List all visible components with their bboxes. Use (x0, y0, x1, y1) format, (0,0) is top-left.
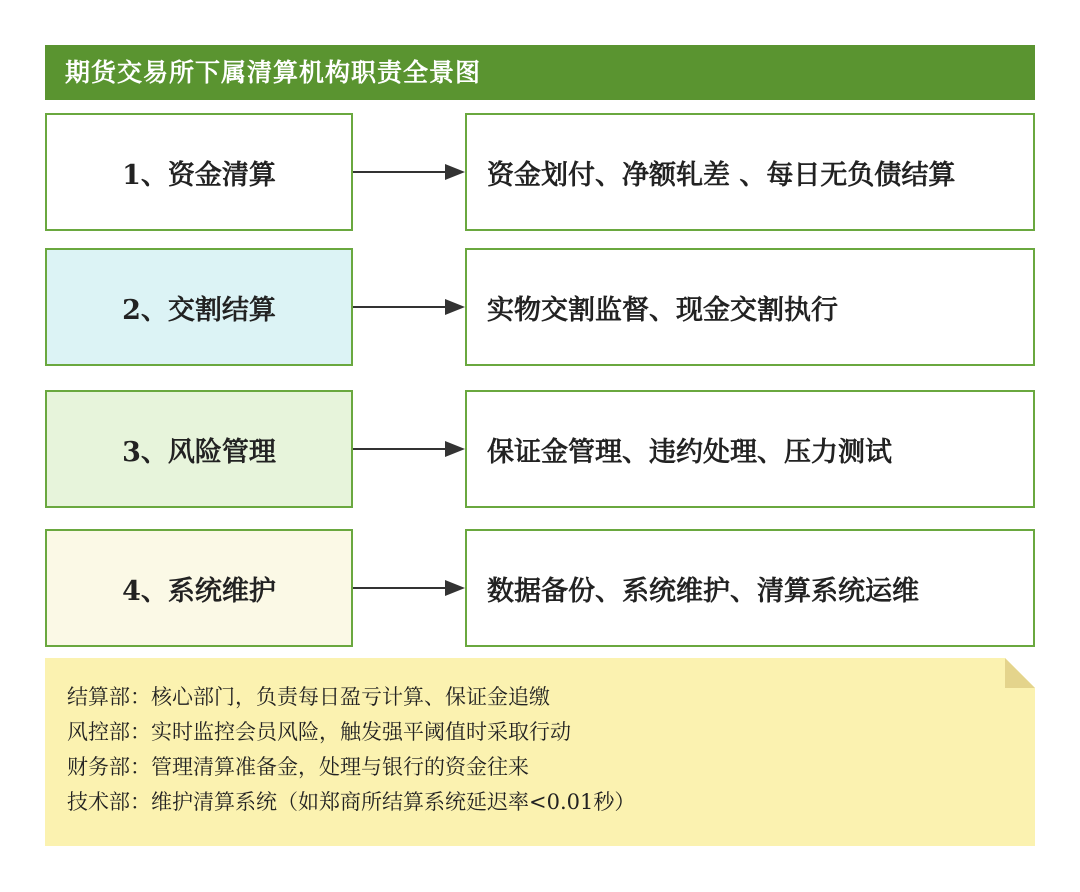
diagram-title: 期货交易所下属清算机构职责全景图 (45, 45, 1035, 100)
note-box (45, 658, 1035, 846)
row-2 (45, 248, 1035, 366)
arrow-icon (353, 390, 465, 508)
description-box: 保证金管理、违约处理、压力测试 (465, 390, 1035, 508)
category-box: 4、系统维护 (45, 529, 353, 647)
note-line: 技术部：维护清算系统（如郑商所结算系统延迟率<0.01秒） (67, 790, 636, 814)
arrow-icon (353, 529, 465, 647)
description-box: 实物交割监督、现金交割执行 (465, 248, 1035, 366)
arrow-icon (353, 113, 465, 231)
description-box: 数据备份、系统维护、清算系统运维 (465, 529, 1035, 647)
row-3 (45, 390, 1035, 508)
description-box: 资金划付、净额轧差 、每日无负债结算 (465, 113, 1035, 231)
category-box: 1、资金清算 (45, 113, 353, 231)
category-box: 2、交割结算 (45, 248, 353, 366)
note-line: 风控部：实时监控会员风险，触发强平阈值时采取行动 (67, 720, 571, 744)
row-4 (45, 529, 1035, 647)
note-line: 结算部：核心部门，负责每日盈亏计算、保证金追缴 (67, 685, 550, 709)
arrow-icon (353, 248, 465, 366)
category-box: 3、风险管理 (45, 390, 353, 508)
note-line: 财务部：管理清算准备金，处理与银行的资金往来 (67, 755, 529, 779)
row-1 (45, 113, 1035, 231)
